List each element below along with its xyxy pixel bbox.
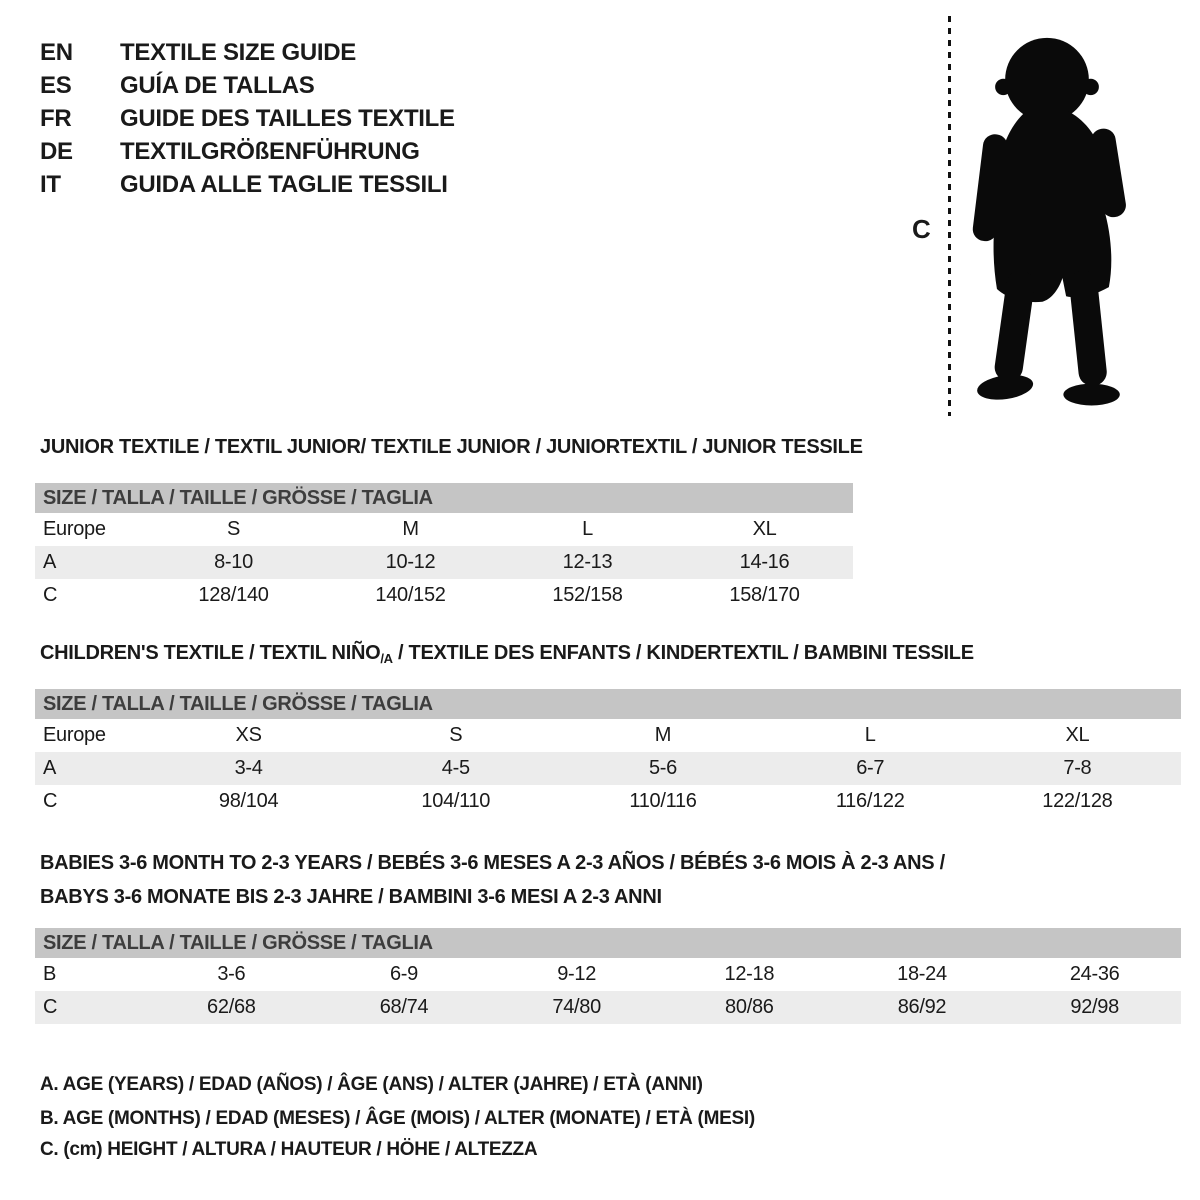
language-title: GUIDE DES TAILLES TEXTILE <box>120 104 455 132</box>
table-cell: 80/86 <box>725 996 774 1018</box>
language-code: EN <box>40 38 73 66</box>
row-label-cell: C <box>43 996 58 1018</box>
language-row <box>40 69 455 102</box>
children-heading-subscript: /A <box>380 651 393 666</box>
table-cell: 5-6 <box>648 757 677 779</box>
babies-section-heading-line1: BABIES 3-6 MONTH TO 2-3 YEARS / BEBÉS 3-6 MESES A 2-3 AÑOS / BÉBÉS 3-6 MOIS À 2-3 ANS / <box>40 852 945 874</box>
table-cell: 116/122 <box>835 790 905 812</box>
babies-section-heading-line2: BABYS 3-6 MONATE BIS 2-3 JAHRE / BAMBINI 3-6 MESI A 2-3 ANNI <box>40 886 662 908</box>
table-cell: L <box>582 518 593 540</box>
table-cell: 6-7 <box>856 757 885 779</box>
table-cell: 152/158 <box>552 584 623 606</box>
table-cell: 4-5 <box>441 757 470 779</box>
junior-size-table <box>35 483 853 612</box>
table-cell: 140/152 <box>375 584 446 606</box>
row-label-cell: Europe <box>43 724 106 746</box>
table-cell: M <box>402 518 419 540</box>
row-label-cell: C <box>43 584 58 606</box>
table-cell: 158/170 <box>729 584 800 606</box>
size-header-band: SIZE / TALLA / TAILLE / GRÖSSE / TAGLIA <box>35 689 1181 719</box>
size-header-band: SIZE / TALLA / TAILLE / GRÖSSE / TAGLIA <box>35 483 853 513</box>
table-cell: XL <box>1065 724 1090 746</box>
children-heading-prefix: CHILDREN'S TEXTILE / TEXTIL NIÑO <box>40 642 381 664</box>
table-cell: 7-8 <box>1063 757 1092 779</box>
language-title: TEXTILGRÖßENFÜHRUNG <box>120 137 420 165</box>
table-row <box>35 958 1181 991</box>
table-row <box>35 546 853 579</box>
table-row <box>35 991 1181 1024</box>
language-code: FR <box>40 104 72 132</box>
table-cell: 9-12 <box>557 963 597 985</box>
language-row <box>40 135 455 168</box>
table-row <box>35 513 853 546</box>
language-code: ES <box>40 71 72 99</box>
footnote-height-cm: C. (cm) HEIGHT / ALTURA / HAUTEUR / HÖHE / ALTEZZA <box>40 1139 538 1160</box>
table-cell: 10-12 <box>385 551 436 573</box>
children-size-table <box>35 689 1181 818</box>
table-cell: XS <box>235 724 262 746</box>
row-label-cell: A <box>43 551 57 573</box>
table-cell: XL <box>752 518 777 540</box>
table-row <box>35 752 1181 785</box>
language-title: GUÍA DE TALLAS <box>120 71 315 99</box>
children-heading-suffix: / TEXTILE DES ENFANTS / KINDERTEXTIL / BAMBINI TESSILE <box>392 642 974 664</box>
table-cell: 98/104 <box>218 790 279 812</box>
language-row <box>40 36 455 69</box>
table-cell: 18-24 <box>897 963 947 985</box>
table-cell: 92/98 <box>1070 996 1119 1018</box>
table-cell: 8-10 <box>214 551 253 573</box>
table-cell: 128/140 <box>198 584 269 606</box>
babies-size-table <box>35 928 1181 1024</box>
table-cell: S <box>449 724 463 746</box>
table-row <box>35 719 1181 752</box>
language-row <box>40 102 455 135</box>
row-label-cell: A <box>43 757 57 779</box>
toddler-silhouette-image <box>956 16 1138 420</box>
height-measure-dashed-line <box>948 16 951 416</box>
table-row <box>35 579 853 612</box>
table-cell: 3-4 <box>234 757 263 779</box>
table-cell: 12-18 <box>724 963 775 985</box>
language-title: TEXTILE SIZE GUIDE <box>120 38 356 66</box>
table-cell: 68/74 <box>379 996 429 1018</box>
language-code: IT <box>40 170 61 198</box>
junior-section-heading: JUNIOR TEXTILE / TEXTIL JUNIOR/ TEXTILE JUNIOR / JUNIORTEXTIL / JUNIOR TESSILE <box>40 436 863 458</box>
table-row <box>35 785 1181 818</box>
table-cell: 86/92 <box>897 996 947 1018</box>
size-header-band: SIZE / TALLA / TAILLE / GRÖSSE / TAGLIA <box>35 928 1181 958</box>
table-cell: 104/110 <box>421 790 491 812</box>
table-cell: M <box>654 724 672 746</box>
table-cell: 62/68 <box>207 996 256 1018</box>
table-cell: 122/128 <box>1042 790 1113 812</box>
language-code: DE <box>40 137 73 165</box>
table-cell: 74/80 <box>552 996 601 1018</box>
row-label-cell: B <box>43 963 57 985</box>
table-cell: S <box>226 518 241 540</box>
footnote-age-months: B. AGE (MONTHS) / EDAD (MESES) / ÂGE (MOIS) / ALTER (MONATE) / ETÀ (MESI) <box>40 1108 755 1129</box>
height-measure-label: C <box>912 214 931 244</box>
table-cell: 110/116 <box>629 790 697 812</box>
row-label-cell: Europe <box>43 518 106 540</box>
children-section-heading <box>40 642 974 670</box>
language-title: GUIDA ALLE TAGLIE TESSILI <box>120 170 448 198</box>
language-list <box>40 36 455 201</box>
table-cell: 3-6 <box>217 963 246 985</box>
language-row <box>40 168 455 201</box>
table-cell: 6-9 <box>389 963 418 985</box>
table-cell: 14-16 <box>739 551 790 573</box>
table-cell: 12-13 <box>562 551 613 573</box>
row-label-cell: C <box>43 790 58 812</box>
footnote-age-years: A. AGE (YEARS) / EDAD (AÑOS) / ÂGE (ANS) / ALTER (JAHRE) / ETÀ (ANNI) <box>40 1074 703 1095</box>
table-cell: 24-36 <box>1069 963 1120 985</box>
table-cell: L <box>864 724 876 746</box>
